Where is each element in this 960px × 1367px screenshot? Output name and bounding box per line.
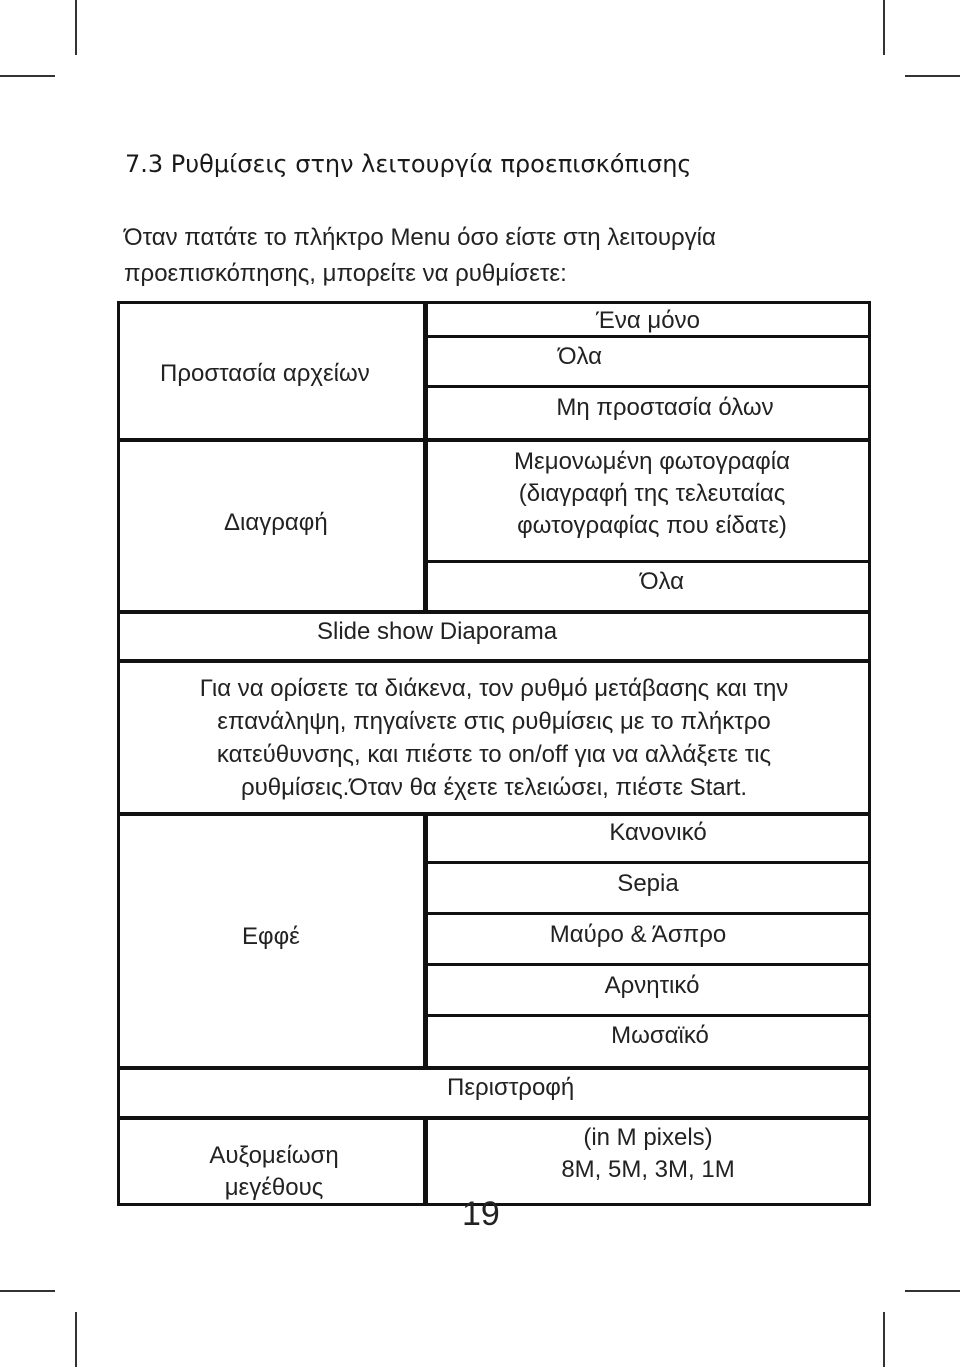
delete-option-line: Μεμονωμένη φωτογραφία — [514, 448, 790, 475]
intro-line: Όταν πατάτε το πλήκτρο Menu όσο είστε στη λειτουργία — [124, 224, 716, 251]
resize-option-line: (in M pixels) — [583, 1124, 713, 1151]
section-heading: 7.3 Ρυθμίσεις στην λειτουργία προεπισκόπισης — [125, 150, 692, 178]
effect-option: Μωσαϊκό — [611, 1022, 709, 1049]
row-divider — [120, 659, 868, 663]
slideshow-note-line: κατεύθυνσης, και πιέστε το on/off για να αλλάξετε τις — [216, 741, 772, 768]
rotation-label: Περιστροφή — [447, 1074, 575, 1101]
slideshow-note-line: Για να ορίσετε τα διάκενα, τον ρυθμό μετάβασης και την — [199, 675, 789, 702]
effect-option: Κανονικό — [609, 819, 707, 846]
effects-label: Εφφέ — [242, 923, 300, 950]
delete-label: Διαγραφή — [224, 509, 328, 536]
slideshow-note-line: επανάληψη, πηγαίνετε στις ρυθμίσεις με το πλήκτρο — [217, 708, 771, 735]
row-divider — [120, 1116, 868, 1120]
crop-mark — [905, 75, 960, 77]
row-divider — [120, 1066, 868, 1070]
slideshow-label: Slide show Diaporama — [317, 618, 558, 645]
row-divider — [428, 861, 868, 864]
intro-paragraph — [124, 220, 854, 292]
delete-option: Όλα — [639, 568, 685, 595]
crop-mark — [0, 75, 55, 77]
column-divider — [423, 301, 428, 613]
row-divider — [428, 912, 868, 915]
effect-option: Μαύρο & Άσπρο — [549, 921, 727, 948]
effect-option: Αρνητικό — [604, 972, 700, 999]
resize-label-line: μεγέθους — [224, 1174, 324, 1201]
column-divider — [423, 815, 428, 1069]
delete-option-line: (διαγραφή της τελευταίας — [518, 480, 786, 507]
crop-mark — [883, 1312, 885, 1367]
row-divider — [428, 1014, 868, 1017]
column-divider — [423, 1118, 428, 1206]
row-divider — [120, 812, 868, 816]
protection-option: Ένα μόνο — [596, 307, 700, 334]
crop-mark — [0, 1290, 55, 1292]
page-number: 19 — [462, 1195, 500, 1233]
crop-mark — [883, 0, 885, 55]
slideshow-note-line: ρυθμίσεις.Όταν θα έχετε τελειώσει, πιέστε Start. — [240, 774, 748, 801]
crop-mark — [75, 0, 77, 55]
resize-label-line: Αυξομείωση — [209, 1142, 339, 1169]
row-divider — [428, 560, 868, 563]
row-divider — [120, 438, 868, 442]
delete-option-line: φωτογραφίας που είδατε) — [517, 512, 787, 539]
row-divider — [120, 610, 868, 614]
row-divider — [428, 385, 868, 388]
row-divider — [428, 963, 868, 966]
crop-mark — [75, 1312, 77, 1367]
effect-option: Sepia — [617, 870, 679, 897]
intro-line: προεπισκόπησης, μπορείτε να ρυθμίσετε: — [124, 260, 567, 287]
slideshow-note — [120, 672, 868, 804]
protection-option: Μη προστασία όλων — [556, 394, 774, 421]
protection-option: Όλα — [557, 343, 603, 370]
protection-label: Προστασία αρχείων — [160, 360, 370, 387]
resize-option-line: 8M, 5M, 3M, 1M — [561, 1156, 735, 1183]
row-divider — [428, 335, 868, 338]
crop-mark — [905, 1290, 960, 1292]
